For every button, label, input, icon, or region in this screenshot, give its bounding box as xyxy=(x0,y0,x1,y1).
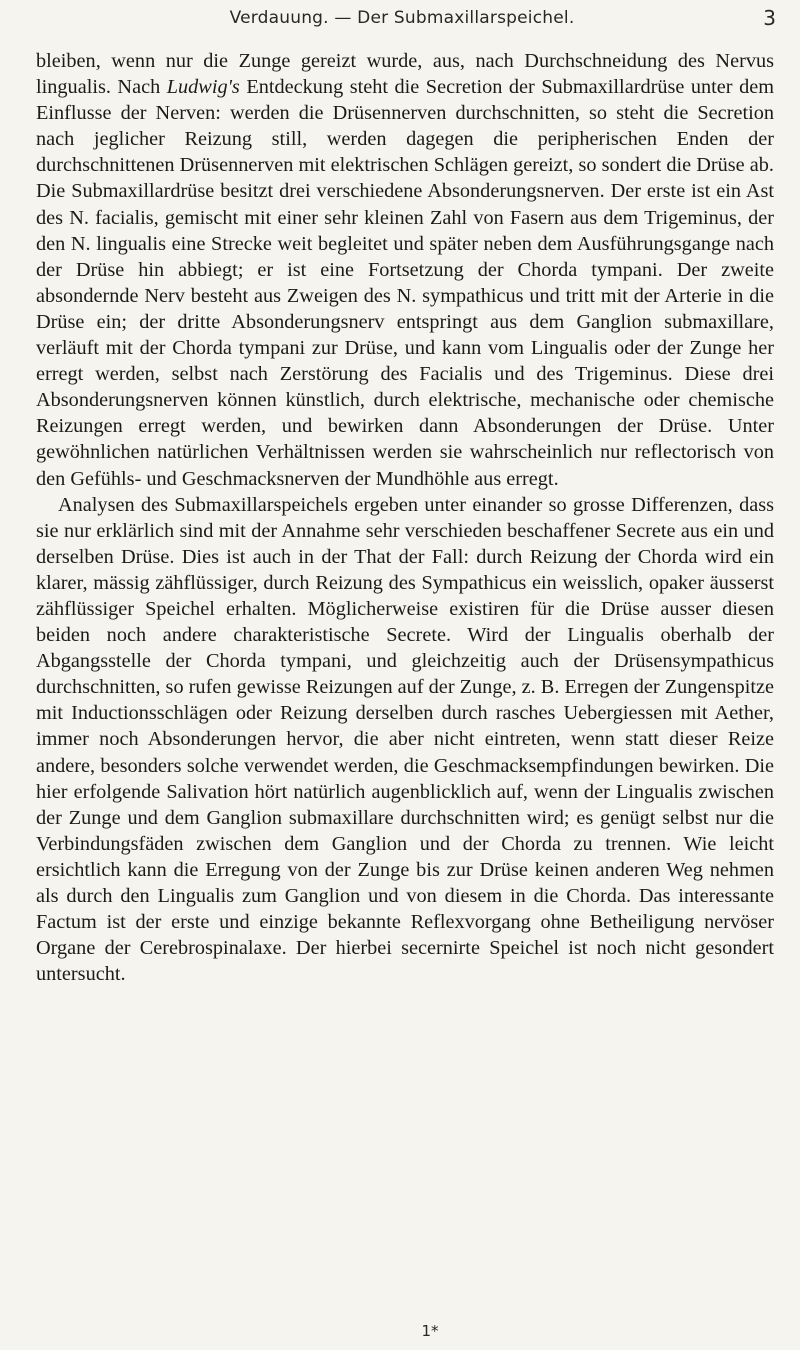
paragraph-2: Analysen des Submaxillarspeichels ergeben unter einander so grosse Differenzen, dass sie nur erklärlich sind mit der Annahme sehr verschieden beschaffener Secrete aus ein und derselben Drüse. Dies ist auch in der That der Fall: durch Reizung der Chorda wird ein klarer, mässig zähflüssiger, durch Reizung des Sympathicus ein weisslich, opaker äusserst zähflüssiger Speichel erhalten. Möglicherweise existiren für die Drüse ausser diesen beiden noch andere charakteristische Secrete. Wird der Lingualis oberhalb der Abgangsstelle der Chorda tympani, und gleichzeitig auch der Drüsensympathicus durchschnitten, so rufen gewisse Reizungen auf der Zunge, z. B. Erregen der Zungenspitze mit Inductionsschlägen oder Reizung derselben durch rasches Uebergiessen mit Aether, immer noch Absonderungen hervor, die aber nicht eintreten, wenn statt dieser Reize andere, besonders solche verwendet werden, die Geschmacksempfindungen bewirken. Die hier erfolgende Salivation hört natürlich augenblicklich auf, wenn der Lingualis zwischen der Zunge und dem Ganglion submaxillare durchschnitten wird; es genügt selbst nur die Verbindungsfäden zwischen dem Ganglion und der Chorda zu trennen. Wie leicht ersichtlich kann die Erregung von der Zunge bis zur Drüse keinen anderen Weg nehmen als durch den Lingualis zum Ganglion und von diesem in die Chorda. Das interessante Factum ist der erste und einzige bekannte Reflexvorgang ohne Betheiligung nervöser Organe der Cerebrospinalaxe. Der hierbei secernirte Speichel ist noch nicht gesondert untersucht. xyxy=(36,493,774,986)
paragraph-1-text-start: bleiben, wenn nur die Zunge gereizt wurde, aus, nach Durchschneidung des Nervus lingualis. Nach xyxy=(36,50,774,99)
body-text xyxy=(36,48,774,987)
running-title: Verdauung. — Der Submaxillarspeichel. xyxy=(229,8,575,28)
page-number: 3 xyxy=(763,6,776,30)
signature-mark: 1* xyxy=(421,1322,439,1340)
paragraph-1-text-end: Entdeckung steht die Secretion der Submaxillardrüse unter dem Einflusse der Nerven: werden die Drüsennerven durchschnitten, so steht die Secretion nach jeglicher Reizung still, werden dagegen die peripherischen Enden der durchschnittenen Drüsennerven mit elektrischen Schlägen gereizt, so sondert die Drüse ab. Die Submaxillardrüse besitzt drei verschiedene Absonderungsnerven. Der erste ist ein Ast des N. facialis, gemischt mit einer sehr kleinen Zahl von Fasern aus dem Trigeminus, der den N. lingualis eine Strecke weit begleitet und später neben dem Ausführungsgange nach der Drüse hin abbiegt; er ist eine Fortsetzung der Chorda tympani. Der zweite absondernde Nerv besteht aus Zweigen des N. sympathicus und tritt mit der Arterie in die Drüse ein; der dritte Absonderungsnerv entspringt aus dem Ganglion submaxillare, verläuft mit der Chorda tympani zur Drüse, und kann vom Lingualis oder der Zunge her erregt werden, selbst nach Zerstörung des Facialis und des Trigeminus. Diese drei Absonderungsnerven können künstlich, durch elektrische, mechanische oder chemische Reizungen erregt werden, und bewirken dann Absonderungen der Drüse. Unter gewöhnlichen natürlichen Verhältnissen werden sie wahrscheinlich nur reflectorisch von den Gefühls- und Geschmacksnerven der Mundhöhle aus erregt. xyxy=(36,76,774,490)
running-head xyxy=(28,8,776,34)
paragraph-1 xyxy=(36,48,774,492)
paragraph-1-author-name: Ludwig's xyxy=(166,76,240,99)
